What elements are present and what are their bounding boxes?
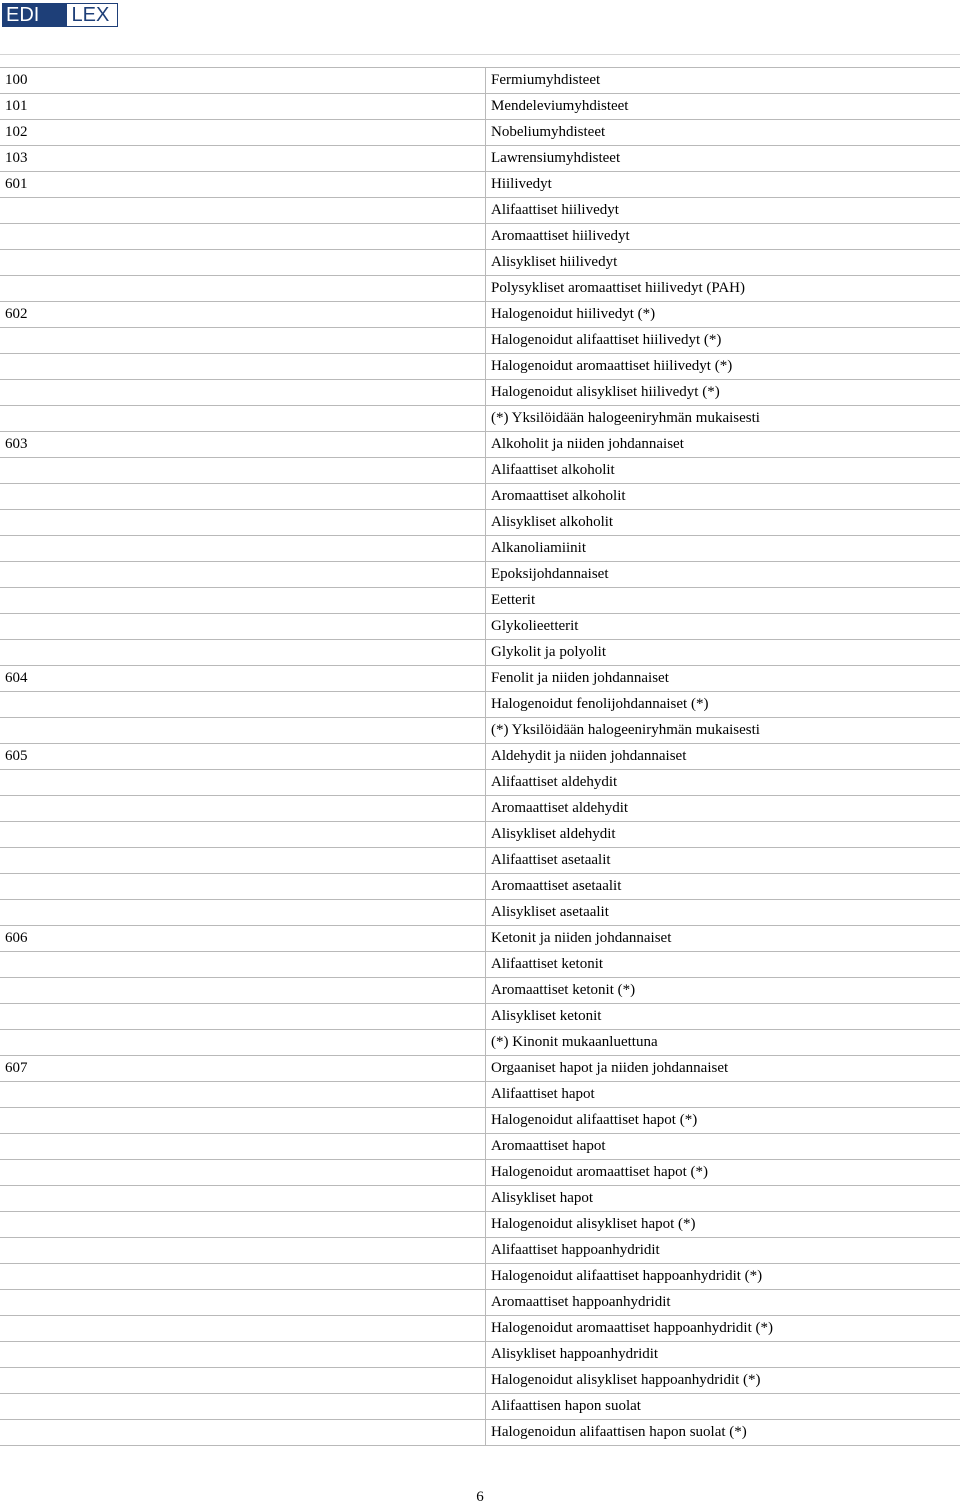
row-name: Alifaattiset hapot (486, 1082, 960, 1108)
row-name: Aromaattiset hiilivedyt (486, 224, 960, 250)
table-row (0, 796, 960, 822)
table-row (0, 1394, 960, 1420)
row-code (0, 1108, 486, 1134)
table-row (0, 1238, 960, 1264)
table-row (0, 900, 960, 926)
row-code (0, 1186, 486, 1212)
logo-lex-part: LEX (69, 4, 117, 26)
table-row (0, 692, 960, 718)
row-code (0, 1082, 486, 1108)
row-code (0, 952, 486, 978)
table-row (0, 354, 960, 380)
table-row (0, 1160, 960, 1186)
table-row (0, 1342, 960, 1368)
row-name: (*) Yksilöidään halogeeniryhmän mukaisesti (486, 718, 960, 744)
row-name: Alifaattiset asetaalit (486, 848, 960, 874)
row-code (0, 796, 486, 822)
row-name: Alkoholit ja niiden johdannaiset (486, 432, 960, 458)
row-code (0, 1316, 486, 1342)
row-code (0, 276, 486, 302)
row-code (0, 692, 486, 718)
table-row (0, 952, 960, 978)
row-name: Aromaattiset alkoholit (486, 484, 960, 510)
row-name: Hiilivedyt (486, 172, 960, 198)
row-code (0, 328, 486, 354)
row-code (0, 380, 486, 406)
table-row (0, 822, 960, 848)
row-name: Alifaattiset hiilivedyt (486, 198, 960, 224)
row-code (0, 224, 486, 250)
table-row (0, 1004, 960, 1030)
code-table (0, 67, 960, 1446)
row-name: Halogenoidut hiilivedyt (*) (486, 302, 960, 328)
row-name: Polysykliset aromaattiset hiilivedyt (PAH) (486, 276, 960, 302)
table-row (0, 1030, 960, 1056)
table-row (0, 770, 960, 796)
row-code (0, 1264, 486, 1290)
row-code (0, 1134, 486, 1160)
row-code (0, 510, 486, 536)
row-name: (*) Kinonit mukaanluettuna (486, 1030, 960, 1056)
table-row (0, 1186, 960, 1212)
row-name: Aromaattiset asetaalit (486, 874, 960, 900)
table-row (0, 198, 960, 224)
table-row (0, 1264, 960, 1290)
row-name: Halogenoidut alifaattiset hapot (*) (486, 1108, 960, 1134)
row-name: Alisykliset asetaalit (486, 900, 960, 926)
table-row (0, 458, 960, 484)
table-row (0, 718, 960, 744)
table-row (0, 120, 960, 146)
row-name: Alifaattiset aldehydit (486, 770, 960, 796)
table-row (0, 848, 960, 874)
table-row (0, 744, 960, 770)
row-name: Nobeliumyhdisteet (486, 120, 960, 146)
table-row (0, 1212, 960, 1238)
row-name: Fermiumyhdisteet (486, 68, 960, 94)
row-name: Lawrensiumyhdisteet (486, 146, 960, 172)
row-code (0, 770, 486, 796)
row-code (0, 822, 486, 848)
table-row (0, 380, 960, 406)
row-code: 601 (0, 172, 486, 198)
row-name: Alisykliset ketonit (486, 1004, 960, 1030)
row-code: 602 (0, 302, 486, 328)
row-code (0, 978, 486, 1004)
row-code: 605 (0, 744, 486, 770)
row-name: Halogenoidut alisykliset hiilivedyt (*) (486, 380, 960, 406)
table-row (0, 250, 960, 276)
row-code (0, 874, 486, 900)
table-row (0, 926, 960, 952)
row-code (0, 588, 486, 614)
row-name: Alifaattiset happoanhydridit (486, 1238, 960, 1264)
row-name: Alisykliset hapot (486, 1186, 960, 1212)
table-row (0, 666, 960, 692)
table-row (0, 510, 960, 536)
row-name: Halogenoidun alifaattisen hapon suolat (*) (486, 1420, 960, 1446)
row-name: Mendeleviumyhdisteet (486, 94, 960, 120)
row-code: 101 (0, 94, 486, 120)
row-code (0, 718, 486, 744)
header-rule (0, 54, 960, 55)
row-name: Glykolit ja polyolit (486, 640, 960, 666)
row-code (0, 1342, 486, 1368)
row-name: Aromaattiset ketonit (*) (486, 978, 960, 1004)
row-name: Ketonit ja niiden johdannaiset (486, 926, 960, 952)
table-row (0, 432, 960, 458)
row-name: Halogenoidut aromaattiset happoanhydridit (*) (486, 1316, 960, 1342)
row-name: Eetterit (486, 588, 960, 614)
row-name: Alisykliset hiilivedyt (486, 250, 960, 276)
row-code (0, 250, 486, 276)
table-row (0, 1134, 960, 1160)
table-row (0, 68, 960, 94)
row-code (0, 640, 486, 666)
row-code (0, 1394, 486, 1420)
row-code (0, 900, 486, 926)
row-name: Orgaaniset hapot ja niiden johdannaiset (486, 1056, 960, 1082)
table-row (0, 640, 960, 666)
row-code (0, 1420, 486, 1446)
row-code: 603 (0, 432, 486, 458)
table-row (0, 484, 960, 510)
page-number: 6 (0, 1488, 960, 1506)
row-name: Glykolieetterit (486, 614, 960, 640)
row-code (0, 458, 486, 484)
row-code (0, 1290, 486, 1316)
row-name: Aromaattiset aldehydit (486, 796, 960, 822)
table-row (0, 94, 960, 120)
logo-edi-part: EDI (3, 4, 67, 26)
table-row (0, 614, 960, 640)
row-code: 100 (0, 68, 486, 94)
row-code (0, 354, 486, 380)
row-name: Halogenoidut alisykliset happoanhydridit (*) (486, 1368, 960, 1394)
table-row (0, 1420, 960, 1446)
row-code (0, 848, 486, 874)
table-row (0, 302, 960, 328)
row-code (0, 1160, 486, 1186)
row-name: Alisykliset alkoholit (486, 510, 960, 536)
row-name: (*) Yksilöidään halogeeniryhmän mukaisesti (486, 406, 960, 432)
row-name: Halogenoidut alifaattiset hiilivedyt (*) (486, 328, 960, 354)
table-row (0, 1368, 960, 1394)
row-name: Alisykliset happoanhydridit (486, 1342, 960, 1368)
row-name: Halogenoidut fenolijohdannaiset (*) (486, 692, 960, 718)
table-row (0, 1056, 960, 1082)
table-row (0, 1108, 960, 1134)
row-name: Alifaattisen hapon suolat (486, 1394, 960, 1420)
table-row (0, 276, 960, 302)
row-name: Halogenoidut alifaattiset happoanhydridit (*) (486, 1264, 960, 1290)
row-code (0, 562, 486, 588)
row-name: Halogenoidut aromaattiset hapot (*) (486, 1160, 960, 1186)
row-code (0, 1368, 486, 1394)
table-row (0, 224, 960, 250)
row-code (0, 1212, 486, 1238)
row-name: Epoksijohdannaiset (486, 562, 960, 588)
row-name: Halogenoidut aromaattiset hiilivedyt (*) (486, 354, 960, 380)
row-code: 103 (0, 146, 486, 172)
row-name: Fenolit ja niiden johdannaiset (486, 666, 960, 692)
table-row (0, 588, 960, 614)
table-row (0, 562, 960, 588)
table-row (0, 536, 960, 562)
row-code: 607 (0, 1056, 486, 1082)
row-code (0, 406, 486, 432)
row-name: Aldehydit ja niiden johdannaiset (486, 744, 960, 770)
table-row (0, 978, 960, 1004)
row-code (0, 1004, 486, 1030)
row-code (0, 484, 486, 510)
row-name: Aromaattiset happoanhydridit (486, 1290, 960, 1316)
row-code: 102 (0, 120, 486, 146)
row-code (0, 1238, 486, 1264)
table-row (0, 874, 960, 900)
table-row (0, 406, 960, 432)
table-row (0, 146, 960, 172)
edilex-logo[interactable] (2, 3, 118, 27)
table-row (0, 1316, 960, 1342)
code-table-body (0, 68, 960, 1446)
row-name: Alkanoliamiinit (486, 536, 960, 562)
row-name: Alifaattiset alkoholit (486, 458, 960, 484)
row-name: Halogenoidut alisykliset hapot (*) (486, 1212, 960, 1238)
row-code (0, 536, 486, 562)
row-code: 604 (0, 666, 486, 692)
row-name: Alisykliset aldehydit (486, 822, 960, 848)
row-code (0, 614, 486, 640)
row-name: Alifaattiset ketonit (486, 952, 960, 978)
row-code (0, 1030, 486, 1056)
table-row (0, 1082, 960, 1108)
row-code: 606 (0, 926, 486, 952)
table-row (0, 1290, 960, 1316)
row-name: Aromaattiset hapot (486, 1134, 960, 1160)
table-row (0, 172, 960, 198)
table-row (0, 328, 960, 354)
row-code (0, 198, 486, 224)
